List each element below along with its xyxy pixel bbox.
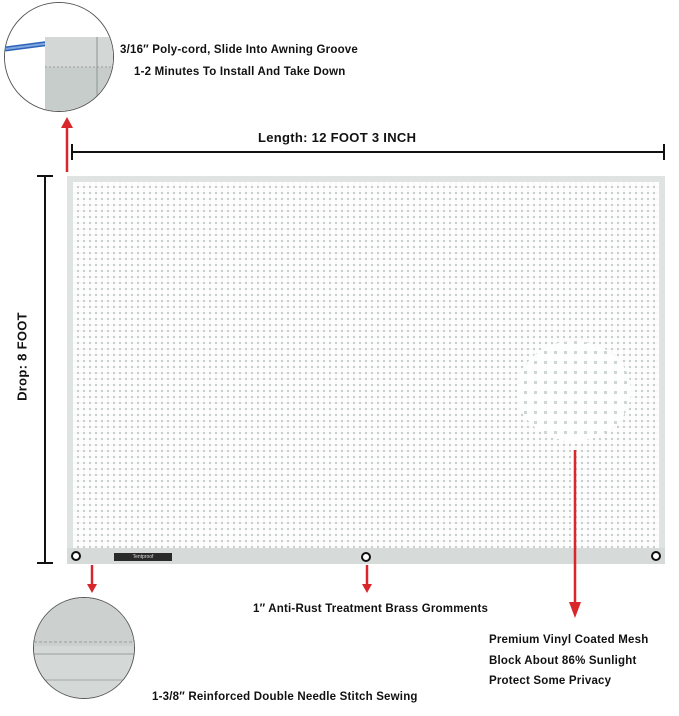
mesh-callout-line3: Protect Some Privacy bbox=[489, 675, 612, 687]
mesh-callout-line1: Premium Vinyl Coated Mesh bbox=[489, 634, 649, 646]
length-label: Length: 12 FOOT 3 INCH bbox=[258, 130, 417, 145]
drop-label: Drop: 8 FOOT bbox=[14, 312, 30, 401]
mesh-callout-line2: Block About 86% Sunlight bbox=[489, 655, 637, 667]
stitch-callout: 1-3/8″ Reinforced Double Needle Stitch Sewing bbox=[152, 691, 418, 703]
grommets-callout: 1″ Anti-Rust Treatment Brass Gromments bbox=[253, 603, 489, 615]
polycord-callout-line1: 3/16″ Poly-cord, Slide Into Awning Groove bbox=[120, 44, 358, 56]
brand-tag: Tentproof bbox=[114, 553, 172, 561]
polycord-callout-line2: 1-2 Minutes To Install And Take Down bbox=[134, 66, 346, 78]
